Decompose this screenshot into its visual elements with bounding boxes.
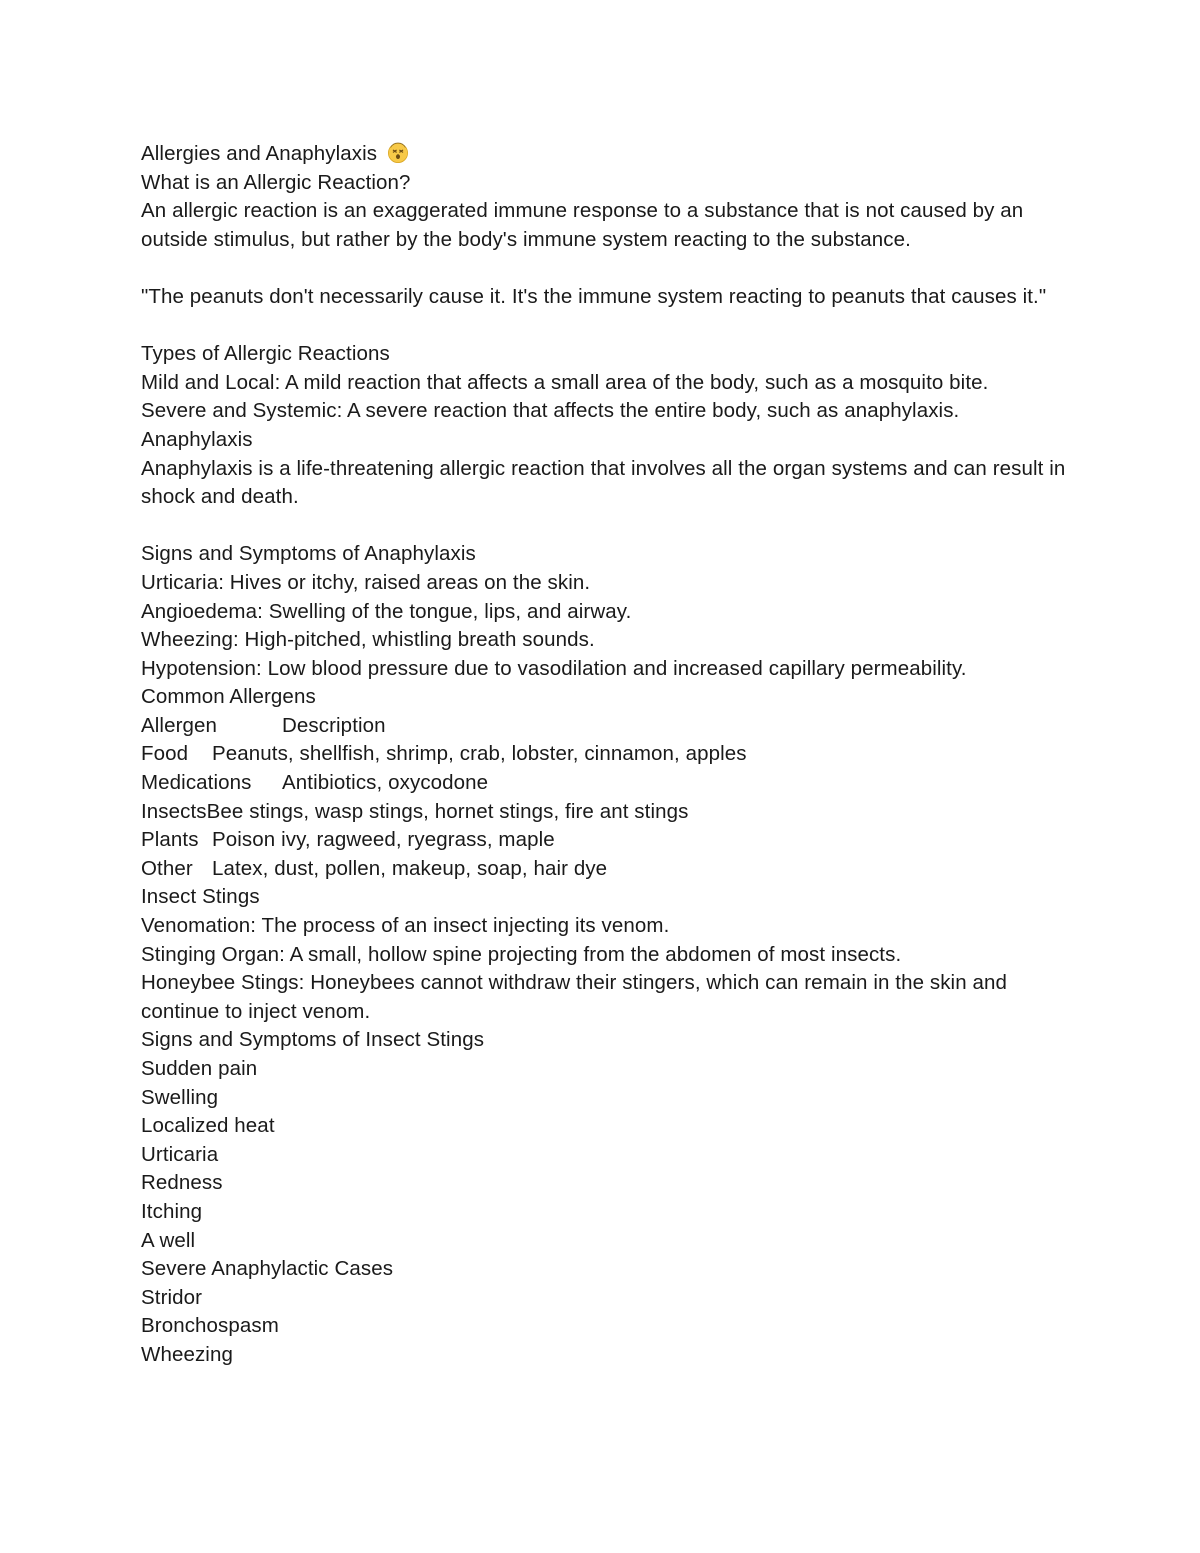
table-row: [141, 855, 1071, 884]
anaphylaxis-paragraph: Anaphylaxis is a life-threatening allergic reaction that involves all the organ systems and can result in shock and death.: [141, 456, 1066, 509]
table-row: [141, 798, 1071, 827]
sting-item: Venomation: The process of an insect injecting its venom.: [141, 914, 670, 938]
table-cell-description: Latex, dust, pollen, makeup, soap, hair dye: [212, 856, 608, 880]
table-header-row: [141, 712, 1071, 741]
table-header-description: Description: [282, 713, 386, 737]
sign-item: Angioedema: Swelling of the tongue, lips, and airway.: [141, 599, 632, 623]
sting-sign-item: Swelling: [141, 1085, 219, 1109]
type-item: Mild and Local: A mild reaction that affects a small area of the body, such as a mosquito bite.: [141, 370, 989, 394]
anaphylaxis-heading: Anaphylaxis: [141, 427, 253, 451]
types-heading: Types of Allergic Reactions: [141, 342, 390, 366]
table-cell-allergen: Plants: [141, 828, 199, 852]
type-item: Severe and Systemic: A severe reaction that affects the entire body, such as anaphylaxis.: [141, 399, 960, 423]
table-cell-description: Antibiotics, oxycodone: [282, 771, 489, 795]
sting-sign-item: Urticaria: [141, 1142, 219, 1166]
severe-item: Bronchospasm: [141, 1314, 279, 1338]
table-row: [141, 769, 1071, 798]
table-row: [141, 826, 1071, 855]
table-cell-description: Poison ivy, ragweed, ryegrass, maple: [212, 828, 555, 852]
sting-sign-item: A well: [141, 1228, 196, 1252]
stings-heading: Insect Stings: [141, 885, 260, 909]
document-page: [141, 140, 1071, 1370]
sting-item: Stinging Organ: A small, hollow spine projecting from the abdomen of most insects.: [141, 942, 902, 966]
sign-item: Urticaria: Hives or itchy, raised areas on the skin.: [141, 570, 591, 594]
allergens-table: [141, 712, 1071, 884]
table-cell-description: Peanuts, shellfish, shrimp, crab, lobster, cinnamon, apples: [212, 742, 747, 766]
table-cell-allergen: Other: [141, 856, 193, 880]
sting-signs-heading: Signs and Symptoms of Insect Stings: [141, 1028, 485, 1052]
table-cell-allergen: Insects: [141, 799, 207, 823]
sting-sign-item: Redness: [141, 1171, 223, 1195]
signs-heading: Signs and Symptoms of Anaphylaxis: [141, 542, 476, 566]
allergens-heading: Common Allergens: [141, 685, 316, 709]
sting-item: Honeybee Stings: Honeybees cannot withdraw their stingers, which can remain in the skin and continue to inject venom.: [141, 971, 1008, 1023]
doc-title: Allergies and Anaphylaxis: [141, 140, 1071, 169]
table-cell-allergen: Medications: [141, 771, 252, 795]
intro-paragraph: An allergic reaction is an exaggerated immune response to a substance that is not caused by an outside stimulus, but rather by the body's immune system reacting to the substance.: [141, 199, 1024, 251]
question-heading: What is an Allergic Reaction?: [141, 170, 411, 194]
sting-sign-item: Sudden pain: [141, 1057, 258, 1080]
severe-item: Wheezing: [141, 1342, 233, 1366]
quote-paragraph: "The peanuts don't necessarily cause it. It's the immune system reacting to peanuts that causes it.": [141, 284, 1047, 308]
table-cell-description: Bee stings, wasp stings, hornet stings, fire ant stings: [206, 799, 689, 823]
table-cell-allergen: Food: [141, 742, 189, 766]
sign-item: Hypotension: Low blood pressure due to vasodilation and increased capillary permeability.: [141, 656, 967, 680]
sign-item: Wheezing: High-pitched, whistling breath sounds.: [141, 628, 595, 652]
table-row: [141, 740, 1071, 769]
dizzy-face-emoji-icon: [387, 142, 409, 164]
sting-sign-item: Localized heat: [141, 1114, 275, 1138]
severe-item: Stridor: [141, 1285, 203, 1309]
table-header-allergen: Allergen: [141, 713, 218, 737]
sting-sign-item: Itching: [141, 1199, 203, 1223]
severe-heading: Severe Anaphylactic Cases: [141, 1257, 394, 1281]
